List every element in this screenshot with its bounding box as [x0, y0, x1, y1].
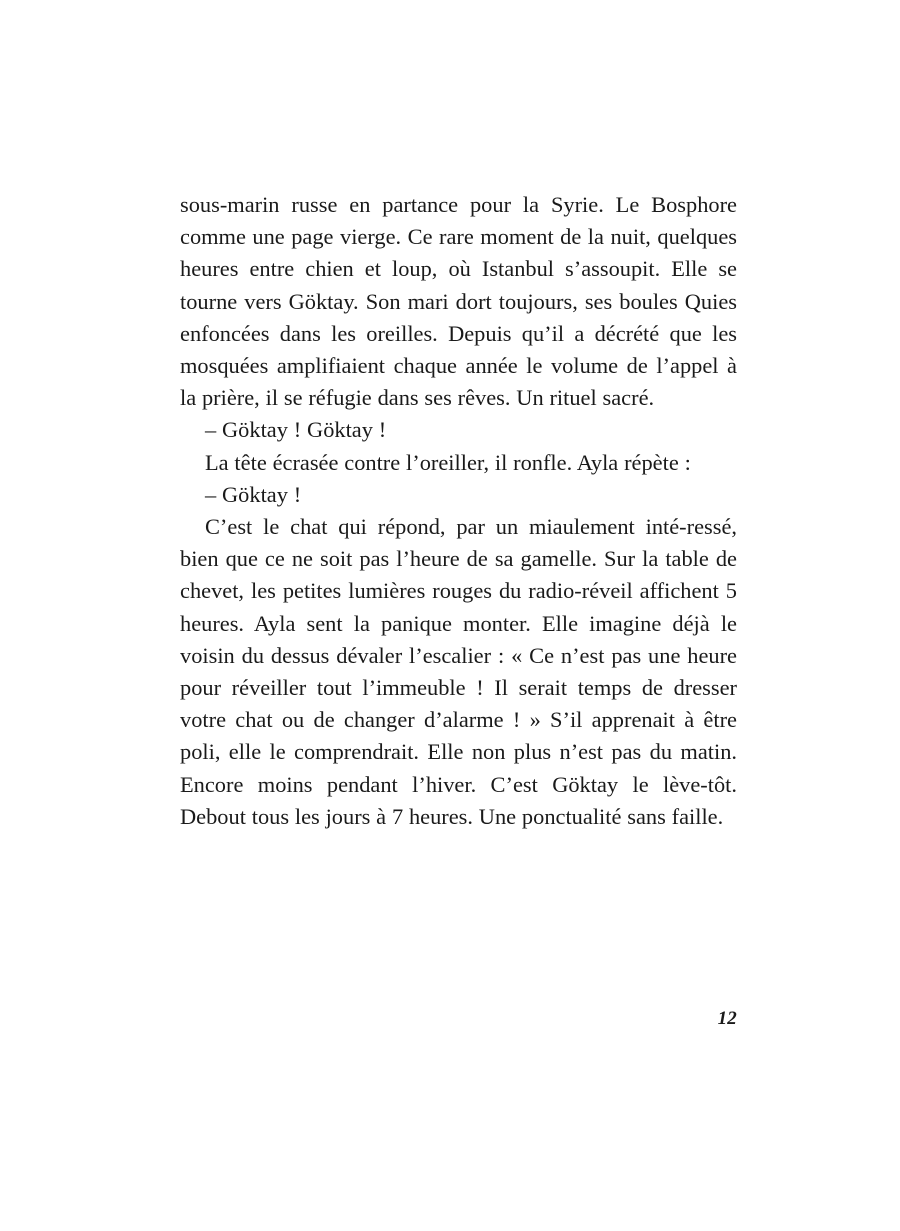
paragraph-narrative: C’est le chat qui répond, par un miaulement inté-ressé, bien que ce ne soit pas l’heure de sa gamelle. Sur la table de chevet, les petites lumières rouges du radio-réveil affichent 5 heures. Ayla sent la panique monter. Elle imagine déjà le voisin du dessus dévaler l’escalier : « Ce n’est pas une heure pour réveiller tout l’immeuble ! Il serait temps de dresser votre chat ou de changer d’alarme ! » S’il apprenait à être poli, elle le comprendrait. Elle non plus n’est pas du matin. Encore moins pendant l’hiver. C’est Göktay le lève-tôt. Debout tous les jours à 7 heures. Une ponctualité sans faille. — [180, 514, 737, 829]
page-text-block — [180, 189, 737, 833]
paragraph-continuation: sous-marin russe en partance pour la Syrie. Le Bosphore comme une page vierge. Ce rare moment de la nuit, quelques heures entre chien et loup, où Istanbul s’assoupit. Elle se tourne vers Göktay. Son mari dort toujours, ses boules Quies enfoncées dans les oreilles. Depuis qu’il a décrété que les mosquées amplifiaient chaque année le volume de l’appel à la prière, il se réfugie dans ses rêves. Un rituel sacré. — [180, 192, 737, 411]
page-number: 12 — [717, 1008, 737, 1029]
paragraph-narrative: La tête écrasée contre l’oreiller, il ronfle. Ayla répète : — [205, 449, 691, 475]
dialogue-line: – Göktay ! Göktay ! — [205, 417, 387, 443]
dialogue-line: – Göktay ! — [205, 481, 302, 507]
